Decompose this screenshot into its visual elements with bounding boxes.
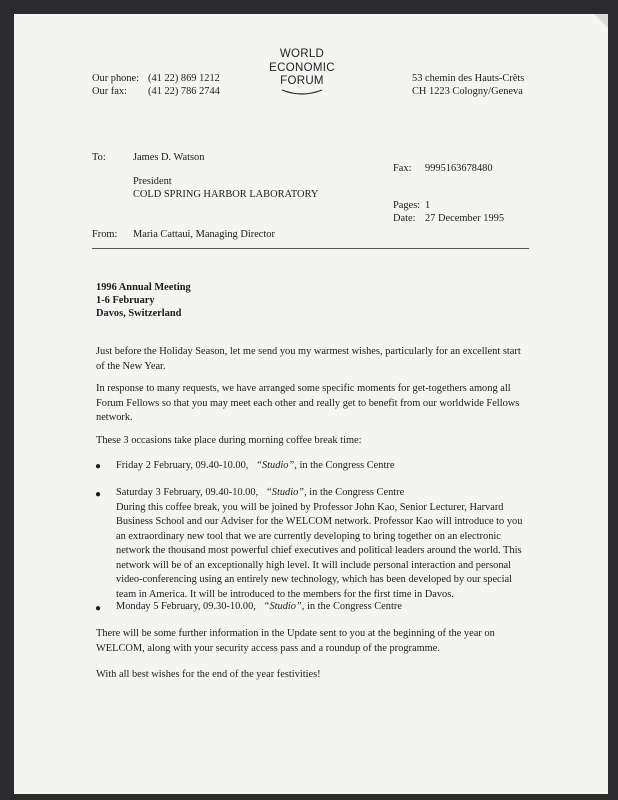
item3-date: Monday 5 February, 09.30-10.00,: [116, 601, 256, 612]
logo-arc-icon: [272, 89, 332, 97]
fax-to-value: 9995163678480: [425, 163, 493, 174]
item2-place: , in the Congress Centre: [304, 487, 405, 498]
item1-venue: “Studio”: [256, 460, 295, 471]
item3-place: , in the Congress Centre: [301, 601, 402, 612]
logo-line-economic: ECONOMIC: [269, 61, 335, 74]
list-item-3: [116, 600, 536, 615]
phone-value: (41 22) 869 1212: [148, 73, 220, 84]
bullet-1: ●: [95, 461, 102, 472]
subject-line-2: 1-6 February: [96, 295, 155, 306]
logo-line-world: WORLD: [279, 48, 325, 60]
date-label: Date:: [393, 213, 416, 224]
item2-detail: During this coffee break, you will be joined by Professor John Kao, Senior Lecturer, Harvard Business School and our Adviser for the WELCOM network. Professor Kao will introduce to you an extraordinary new tool that we are currently developing to bring together on an electronic network the thousand most powerful chief executives and political leaders around the world. This network will be of an exceptionally high level. It will include personal interaction and personal video-conferencing using an entirely new technology, which has been developed by our special team in America. It will be introduced to the members for the first time in Davos.: [116, 501, 523, 600]
pages-label: Pages:: [393, 200, 421, 211]
paragraph-1: Just before the Holiday Season, let me send you my warmest wishes, particularly for an excellent start of the New Year.: [96, 346, 521, 372]
list-item-2: [116, 486, 526, 602]
fax-to-label: Fax:: [393, 163, 412, 174]
paragraph-3: These 3 occasions take place during morning coffee break time:: [96, 435, 362, 446]
from-value: Maria Cattaui, Managing Director: [133, 229, 275, 240]
address-line-2: CH 1223 Cologny/Geneva: [412, 86, 523, 97]
to-name: James D. Watson: [133, 152, 205, 163]
item2-date: Saturday 3 February, 09.40-10.00,: [116, 487, 259, 498]
item3-venue: “Studio”: [263, 601, 302, 612]
bullet-2: ●: [95, 489, 102, 500]
item1-place: , in the Congress Centre: [294, 460, 395, 471]
item2-venue: “Studio”: [265, 487, 305, 498]
bullet-3: ●: [95, 603, 102, 614]
corner-mark: [594, 14, 608, 28]
from-label: From:: [92, 229, 118, 240]
logo-line-forum: FORUM: [280, 75, 324, 87]
fax-label: Our fax:: [92, 86, 127, 97]
to-label: To:: [92, 152, 106, 163]
subject-line-3: Davos, Switzerland: [96, 308, 182, 319]
to-title: President: [133, 176, 172, 187]
address-line-1: 53 chemin des Hauts-Crêts: [412, 73, 525, 84]
phone-label: Our phone:: [92, 73, 140, 84]
paragraph-4: There will be some further information in the Update sent to you at the beginning of the year on WELCOM, along with your security access pass and a roundup of the programme.: [96, 628, 495, 654]
date-value: 27 December 1995: [425, 213, 505, 224]
to-organization: COLD SPRING HARBOR LABORATORY: [133, 189, 319, 200]
list-item-1: [116, 459, 536, 474]
subject-line-1: 1996 Annual Meeting: [96, 282, 191, 293]
paragraph-5: With all best wishes for the end of the year festivities!: [96, 669, 321, 680]
header-divider: [92, 248, 529, 249]
fax-value: (41 22) 786 2744: [148, 86, 220, 97]
paragraph-2: In response to many requests, we have arranged some specific moments for get-togethers among all Forum Fellows so that you may meet each other and really get to benefit from our worldwide Fellows network.: [96, 383, 520, 423]
item1-date: Friday 2 February, 09.40-10.00,: [116, 460, 249, 471]
pages-value: 1: [425, 200, 431, 211]
world-economic-forum-logo: [267, 48, 337, 97]
